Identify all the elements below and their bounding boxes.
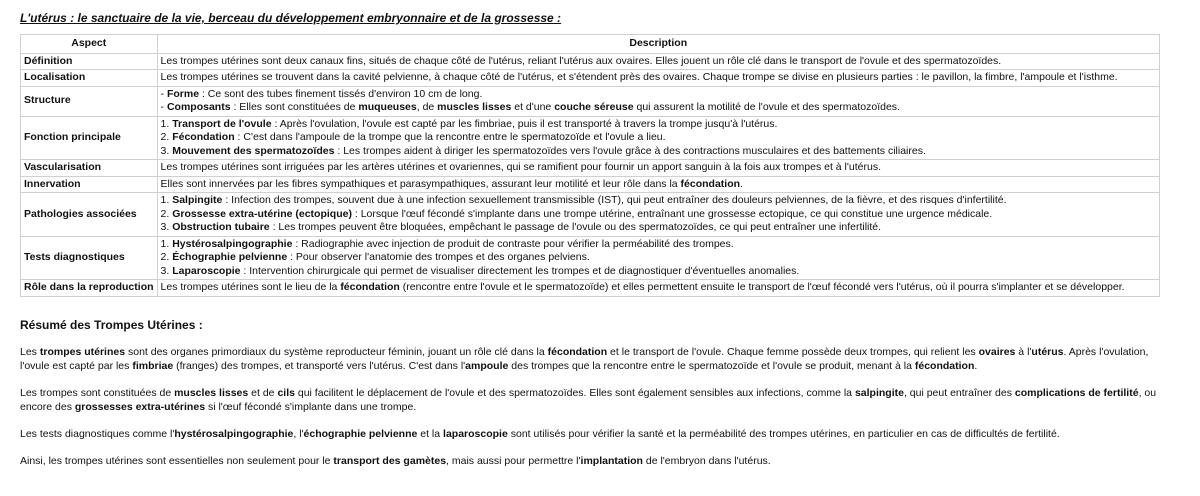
- text-segment: et la: [417, 427, 444, 440]
- bold-term: Échographie pelvienne: [172, 251, 288, 263]
- text-segment: : Les trompes aident à diriger les spermatozoïdes vers l'ovule grâce à des contractions musculaires et des battements ciliaires.: [334, 144, 926, 157]
- text-segment: . Après l'ovulation, l'ovule est capté par les: [20, 345, 1149, 372]
- summary-paragraph: [20, 427, 1180, 441]
- text-segment: si l'œuf fécondé s'implante dans une trompe.: [205, 400, 417, 413]
- text-segment: , mais aussi pour permettre l': [446, 454, 581, 467]
- text-segment: Les trompes utérines se trouvent dans la cavité pelvienne, à chaque côté de l'utérus, et s'étendent près des ovaires. Chaque trompe se divise en plusieurs parties : le pavillon, la fimbre, l'ampoule et l'isthme.: [160, 71, 1118, 83]
- description-line: [161, 131, 1156, 145]
- bold-term: Salpingite: [172, 194, 223, 206]
- text-segment: Les: [20, 345, 40, 358]
- description-line: [161, 88, 1156, 102]
- text-segment: : Radiographie avec injection de produit de contraste pour vérifier la perméabilité des trompes.: [292, 237, 734, 250]
- text-segment: 3.: [160, 221, 173, 233]
- text-segment: qui assurent la motilité de l'ovule et des spermatozoïdes.: [633, 101, 900, 113]
- bold-term: trompes utérines: [39, 345, 126, 358]
- description-line: [161, 101, 1156, 115]
- summary-title: Résumé des Trompes Utérines :: [20, 317, 203, 332]
- description-line: [161, 178, 1156, 192]
- text-segment: Les trompes utérines sont deux canaux fins, situés de chaque côté de l'utérus, reliant l'utérus aux ovaires. Elles jouent un rôle clé dans le transport de l'ovule et des spermatozoïdes.: [160, 54, 1002, 67]
- table-header-row: [21, 35, 1160, 54]
- bold-term: muscles lisses: [437, 101, 512, 113]
- description-line: [161, 145, 1156, 159]
- info-table: [20, 34, 1160, 297]
- text-segment: Les trompes utérines sont le lieu de la: [160, 281, 341, 293]
- text-segment: des trompes que la rencontre entre le spermatozoïde et l'ovule se produit, menant à la: [508, 359, 915, 372]
- bold-term: fécondation: [914, 359, 975, 372]
- text-segment: Ainsi, les trompes utérines sont essentielles non seulement pour le: [20, 454, 334, 467]
- text-segment: sont utilisés pour vérifier la santé et la perméabilité des trompes utérines, en particulier en cas de difficultés de fertilité.: [507, 427, 1060, 440]
- text-segment: , de: [416, 101, 438, 113]
- description-cell: [157, 176, 1159, 193]
- bold-term: salpingite: [854, 386, 904, 399]
- bold-term: fécondation: [680, 177, 741, 190]
- bold-term: Hystérosalpingographie: [172, 237, 293, 250]
- text-segment: -: [160, 87, 167, 100]
- text-segment: .: [740, 177, 743, 190]
- bold-term: utérus: [1031, 345, 1064, 358]
- bold-term: Mouvement des spermatozoïdes: [172, 144, 335, 157]
- text-segment: : C'est dans l'ampoule de la trompe que la rencontre entre le spermatozoïde et l'ovule a lieu.: [234, 131, 666, 143]
- text-segment: 1.: [160, 117, 173, 130]
- text-segment: qui facilitent le déplacement de l'ovule et des spermatozoïdes. Elles sont également sensibles aux infections, comme la: [294, 386, 855, 399]
- summary-paragraph: [20, 386, 1180, 414]
- bold-term: fécondation: [340, 281, 400, 293]
- description-line: [161, 55, 1156, 69]
- description-cell: [157, 193, 1159, 237]
- aspect-cell: Vascularisation: [21, 160, 158, 177]
- text-segment: 3.: [160, 264, 173, 277]
- text-segment: 2.: [160, 251, 173, 263]
- summary-paragraph: [20, 345, 1180, 373]
- table-row: [21, 176, 1160, 193]
- bold-term: Laparoscopie: [172, 264, 241, 277]
- aspect-cell: Fonction principale: [21, 116, 158, 160]
- page-title: L'utérus : le sanctuaire de la vie, berceau du développement embryonnaire et de la grossesse :: [20, 11, 562, 25]
- bold-term: cils: [277, 386, 295, 399]
- bold-term: couche séreuse: [554, 101, 634, 113]
- description-cell: [157, 70, 1159, 87]
- table-row: [21, 116, 1160, 160]
- text-segment: : Elles sont constituées de: [230, 101, 359, 113]
- text-segment: : Lorsque l'œuf fécondé s'implante dans une trompe utérine, entraînant une grossesse ectopique, ce qui constitue une urgence médicale.: [351, 207, 993, 220]
- bold-term: fécondation: [547, 345, 608, 358]
- text-segment: , ou encore des: [20, 386, 1157, 413]
- description-line: [161, 251, 1156, 265]
- text-segment: 3.: [160, 144, 173, 157]
- bold-term: transport des gamètes: [333, 454, 447, 467]
- aspect-cell: Structure: [21, 86, 158, 116]
- description-cell: [157, 236, 1159, 280]
- bold-term: muqueuses: [358, 101, 417, 113]
- description-line: [161, 238, 1156, 252]
- bold-term: Transport de l'ovule: [172, 117, 272, 130]
- table-row: [21, 160, 1160, 177]
- text-segment: (franges) des trompes, et transporté vers l'utérus. C'est dans l': [173, 359, 466, 372]
- text-segment: : Intervention chirurgicale qui permet de visualiser directement les trompes et de diagnostiquer d'éventuelles anomalies.: [240, 264, 800, 277]
- text-segment: Les trompes sont constituées de: [20, 386, 175, 399]
- bold-term: implantation: [580, 454, 643, 467]
- aspect-cell: Tests diagnostiques: [21, 236, 158, 280]
- text-segment: et le transport de l'ovule. Chaque femme possède deux trompes, qui relient les: [607, 345, 979, 358]
- description-line: [161, 208, 1156, 222]
- table-row: [21, 193, 1160, 237]
- text-segment: Elles sont innervées par les fibres sympathiques et parasympathiques, assurant leur motilité et leur rôle dans la: [160, 177, 681, 190]
- description-cell: [157, 160, 1159, 177]
- bold-term: laparoscopie: [443, 427, 508, 440]
- bold-term: ovaires: [978, 345, 1016, 358]
- text-segment: -: [160, 101, 167, 113]
- text-segment: : Infection des trompes, souvent due à une infection sexuellement transmissible (IST), qui peut entraîner des douleurs pelviennes, de la fièvre, et des risques d'infertilité.: [222, 194, 1007, 206]
- text-segment: 1.: [160, 237, 173, 250]
- text-segment: .: [974, 359, 978, 372]
- bold-term: ampoule: [465, 359, 509, 372]
- description-line: [161, 161, 1156, 175]
- text-segment: : Les trompes peuvent être bloquées, empêchant le passage de l'ovule ou des spermatozoïdes, ce qui peut entraîner une infertilité.: [269, 221, 882, 233]
- text-segment: (rencontre entre l'ovule et le spermatozoïde) et elles permettent ensuite le transport de l'œuf fécondé vers l'utérus, où il pourra s'implanter et se développer.: [399, 281, 1125, 293]
- text-segment: à l': [1015, 345, 1032, 358]
- description-cell: [157, 116, 1159, 160]
- summary-body: [20, 345, 1180, 468]
- description-line: [161, 71, 1156, 85]
- description-line: [161, 221, 1156, 235]
- text-segment: de l'embryon dans l'utérus.: [642, 454, 771, 467]
- bold-term: muscles lisses: [174, 386, 249, 399]
- description-line: [161, 194, 1156, 208]
- text-segment: sont des organes primordiaux du système reproducteur féminin, jouant un rôle clé dans la: [125, 345, 548, 358]
- text-segment: , qui peut entraîner des: [903, 386, 1015, 399]
- aspect-cell: Innervation: [21, 176, 158, 193]
- bold-term: échographie pelvienne: [303, 427, 418, 440]
- bold-term: hystérosalpingographie: [174, 427, 294, 440]
- table-row: [21, 70, 1160, 87]
- text-segment: : Après l'ovulation, l'ovule est capté par les fimbriae, puis il est transporté à travers la trompe jusqu'à l'utérus.: [271, 117, 778, 130]
- description-line: [161, 118, 1156, 132]
- text-segment: Les trompes utérines sont irriguées par les artères utérines et ovariennes, qui se ramifient pour fournir un apport sanguin à la fois aux trompes et à l'utérus.: [160, 161, 881, 173]
- bold-term: Obstruction tubaire: [172, 221, 270, 233]
- description-line: [161, 281, 1156, 295]
- text-segment: 1.: [160, 194, 173, 206]
- summary-paragraph: [20, 454, 1180, 468]
- header-aspect: Aspect: [21, 35, 158, 54]
- text-segment: 2.: [160, 207, 173, 220]
- bold-term: Grossesse extra-utérine (ectopique): [172, 207, 352, 220]
- aspect-cell: Pathologies associées: [21, 193, 158, 237]
- text-segment: et d'une: [511, 101, 555, 113]
- bold-term: Forme: [166, 87, 200, 100]
- table-row: [21, 86, 1160, 116]
- aspect-cell: Définition: [21, 53, 158, 70]
- text-segment: 2.: [160, 131, 173, 143]
- header-description: Description: [157, 35, 1159, 54]
- table-row: [21, 53, 1160, 70]
- description-cell: [157, 53, 1159, 70]
- bold-term: complications de fertilité: [1014, 386, 1139, 399]
- description-cell: [157, 280, 1159, 297]
- text-segment: Les tests diagnostiques comme l': [20, 427, 175, 440]
- text-segment: : Pour observer l'anatomie des trompes et des organes pelviens.: [287, 251, 590, 263]
- table-row: [21, 280, 1160, 297]
- bold-term: Composants: [166, 101, 231, 113]
- description-line: [161, 265, 1156, 279]
- text-segment: : Ce sont des tubes finement tissés d'environ 10 cm de long.: [199, 87, 483, 100]
- aspect-cell: Rôle dans la reproduction: [21, 280, 158, 297]
- text-segment: et de: [248, 386, 278, 399]
- bold-term: fimbriae: [132, 359, 174, 372]
- bold-term: grossesses extra-utérines: [74, 400, 206, 413]
- aspect-cell: Localisation: [21, 70, 158, 87]
- description-cell: [157, 86, 1159, 116]
- table-body: [21, 53, 1160, 296]
- table-row: [21, 236, 1160, 280]
- text-segment: , l': [293, 427, 304, 440]
- bold-term: Fécondation: [172, 131, 235, 143]
